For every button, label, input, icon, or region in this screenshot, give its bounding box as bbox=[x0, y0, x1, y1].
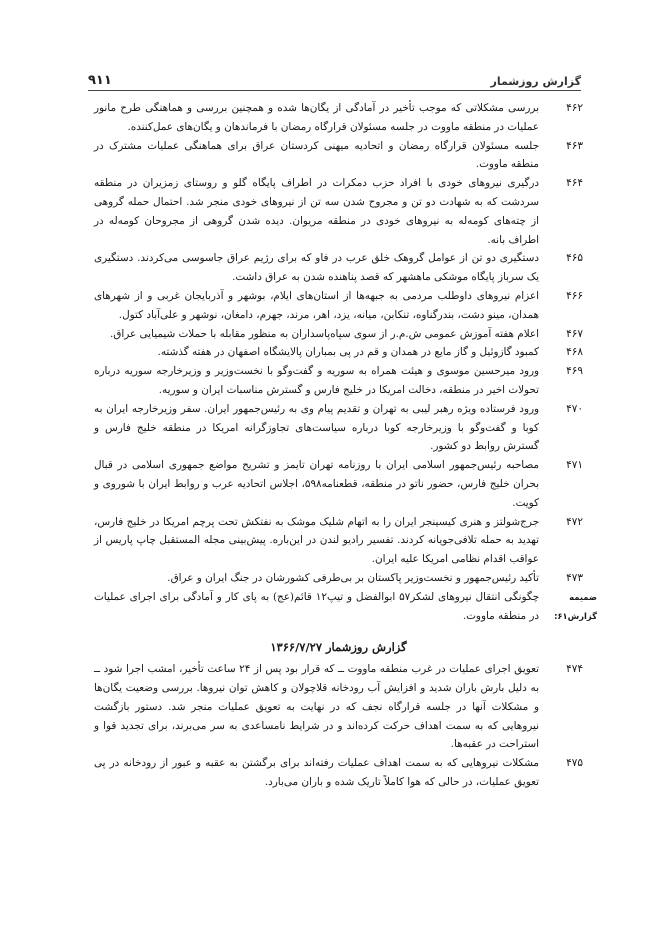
entry-464 bbox=[94, 174, 583, 249]
page-number: ۹۱۱ bbox=[88, 73, 112, 88]
entry-472 bbox=[94, 513, 583, 569]
entry-text: چگونگی انتقال نیروهای لشکر۵۷ ابوالفضل و تیپ۱۲ قائم(عج) به پای کار و آمادگی برای اجرای عملیات در منطقه ماووت. bbox=[94, 590, 540, 622]
entry-465 bbox=[94, 249, 583, 287]
entry-number: ۴۷۲ bbox=[566, 515, 583, 528]
appendix-label: ضمیمه گزارش۶۱: bbox=[554, 591, 597, 621]
entry-469 bbox=[94, 362, 583, 400]
entry-number: ۴۶۹ bbox=[566, 365, 583, 378]
section-title: گزارش روزشمار ۱۳۶۶/۷/۲۷ bbox=[270, 640, 407, 655]
entry-467 bbox=[94, 325, 583, 344]
document-body bbox=[94, 99, 597, 792]
entry-text: اعزام نیروهای داوطلب مردمی به جبهه‌ها از استان‌های ایلام، بوشهر و آذربایجان غربی و از شهرهای همدان، مینو دشت، بندرگناوه، تنکابن، میانه، یزد، اهر، مرند، جهرم، دامغان، نوشهر و علی‌آباد کتول. bbox=[94, 289, 539, 321]
entry-number: ۴۶۲ bbox=[566, 102, 583, 114]
entry-text: بررسی مشکلاتی که موجب تأخیر در آمادگی از یگان‌ها شده و همچنین بررسی و هماهنگی طرح مانور عملیات در منطقه ماووت در جلسه مسئولان قرارگاه رمضان با فرماندهان و یگان‌های عمل‌کننده. bbox=[94, 102, 539, 133]
entry-number: ۴۷۱ bbox=[566, 459, 583, 472]
entry-number: ۴۷۰ bbox=[566, 402, 583, 415]
entry-number: ۴۷۳ bbox=[566, 571, 583, 584]
entry-468 bbox=[94, 343, 583, 362]
entry-text: اعلام هفته آموزش عمومی ش.م.ر از سوی سپاه‌پاسداران به منظور مقابله با حملات شیمیایی عراق. bbox=[110, 327, 539, 340]
entry-number: ۴۶۴ bbox=[566, 177, 583, 190]
entry-text: تأکید رئیس‌جمهور و نخست‌وزیر پاکستان بر بی‌طرفی کشورشان در جنگ ایران و عراق. bbox=[167, 571, 539, 584]
entry-number: ۴۶۸ bbox=[566, 346, 583, 359]
entry-number: ۴۶۳ bbox=[566, 139, 583, 152]
entry-462 bbox=[94, 99, 583, 137]
entry-text: کمبود گازوئیل و گاز مایع در همدان و قم در پی بمباران پالایشگاه اصفهان در هفته گذشته. bbox=[157, 346, 539, 359]
entry-text: جرج‌شولتز و هنری کیسینجر ایران را به اتهام شلیک موشک به نفتکش تحت پرچم امریکا در خلیج فارس، تهدید به حمله تلافی‌جویانه کردند. تفسیر رادیو لندن در این‌باره. پیش‌بینی مجله المستقبل چاپ پاریس از عواقب اقدام نظامی امریکا علیه ایران. bbox=[94, 515, 539, 566]
entry-text: ورود فرستاده ویژه رهبر لیبی به تهران و تقدیم پیام وی به رئیس‌جمهور ایران. سفر وزیرخارجه ایران به کوبا و گفت‌وگو با وزیرخارجه کوبا درباره سیاست‌های تجاوزگرانه امریکا در منطقه خلیج فارس و گسترش روابط دو کشور. bbox=[94, 402, 539, 453]
entry-number: ۴۶۵ bbox=[566, 252, 583, 265]
entry-text: مشکلات نیروهایی که به سمت اهداف عملیات رفته‌اند برای برگشتن به عقبه و عبور از رودخانه در پی تعویق عملیات، در حالی که هوا کاملاً تاریک شده و باران می‌بارد. bbox=[94, 757, 539, 788]
entry-463 bbox=[94, 137, 583, 175]
entry-number: ۴۷۴ bbox=[566, 663, 583, 676]
entry-number: ۴۶۷ bbox=[566, 327, 583, 340]
entry-475 bbox=[94, 754, 583, 792]
entry-number: ۴۷۵ bbox=[566, 757, 583, 770]
page-header bbox=[88, 66, 581, 88]
entry-466 bbox=[94, 287, 583, 325]
entry-text: ورود میرحسین موسوی و هیئت همراه به سوریه و گفت‌وگو با نخست‌وزیر و وزیرخارجه سوریه درباره تحولات اخیر در منطقه، دخالت امریکا در خلیج فارس و گسترش مناسبات ایران و سوریه. bbox=[94, 365, 539, 396]
running-title: گزارش روزشمار bbox=[490, 75, 581, 88]
entry-text: تعویق اجرای عملیات در غرب منطقه ماووت ــ که قرار بود پس از ۲۴ ساعت تأخیر، امشب اجرا شود ــ به دلیل بارش باران شدید و افزایش آب رودخانه قلاچولان و کاهش توان نیروها. بررسی وضعیت یگان‌ها و مشکلات آنها در جلسه قرارگاه نجف که در نهایت به تعویق عملیات منجر شد. دستور بازگشت نیروهایی که به سمت اهداف حرکت کرده‌اند و در شرایط نامساعدی به سر می‌برند، برای تجدید قوا و استراحت در عقبه‌ها. bbox=[94, 663, 539, 751]
entry-text: جلسه مسئولان قرارگاه رمضان و اتحادیه میهنی کردستان عراق برای هماهنگی عملیات مشترک در منطقه ماووت. bbox=[94, 139, 539, 171]
entry-470 bbox=[94, 400, 583, 456]
entry-473 bbox=[94, 569, 583, 588]
entry-471 bbox=[94, 456, 583, 512]
entry-text: درگیری نیروهای خودی با افراد حزب دمکرات در اطراف پایگاه گلو و روستای زمزیران در منطقه سردشت که به شهادت دو تن و مجروح شدن سه تن از نیروهای خودی منجر شد. احتمال حمله گروهی از چته‌های کومه‌له به نیروهای خودی در منطقه مریوان. دیده شدن گروهی از مجروحان کومه‌له در اطراف بانه. bbox=[94, 177, 539, 246]
appendix-report-61 bbox=[94, 588, 597, 626]
header-rule bbox=[88, 90, 581, 91]
entry-474 bbox=[94, 660, 583, 754]
entry-text: مصاحبه رئیس‌جمهور اسلامی ایران با روزنامه تهران تایمز و تشریح مواضع جمهوری اسلامی در قبال بحران خلیج فارس، حضور ناتو در منطقه، قطعنامه۵۹۸، اجلاس اتحادیه عرب و روابط ایران با شوروی و کویت. bbox=[94, 459, 539, 509]
entry-text: دستگیری دو تن از عوامل گروهک خلق عرب در فاو که برای رژیم عراق جاسوسی می‌کردند. دستگیری یک سرباز پایگاه موشکی ماهشهر که قصد پناهنده شدن به عراق داشت. bbox=[94, 252, 539, 284]
entry-number: ۴۶۶ bbox=[566, 289, 583, 302]
